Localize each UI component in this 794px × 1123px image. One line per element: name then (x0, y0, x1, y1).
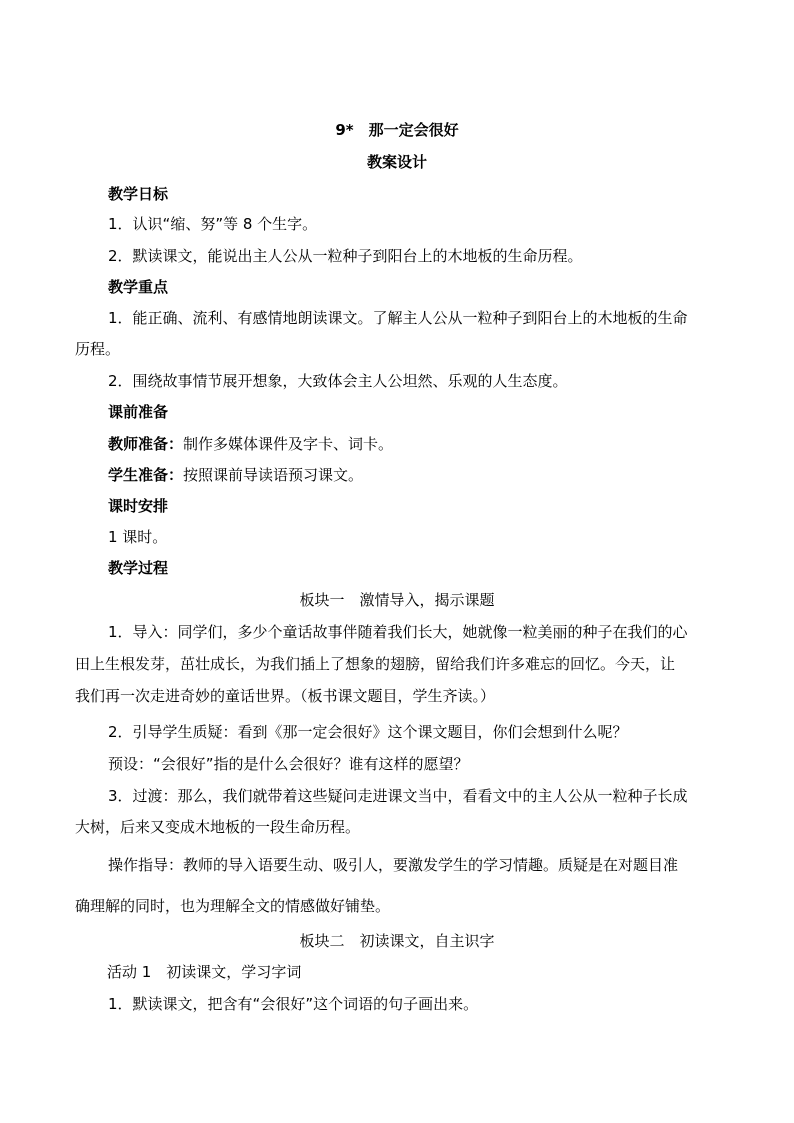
block-1-para-1-line-2: 田上生根发芽，茁壮成长，为我们插上了想象的翅膀，留给我们许多难忘的回忆。今天，让 (75, 655, 676, 673)
key-point-1-line-1: 1．能正确、流利、有感情地朗读课文。了解主人公从一粒种子到阳台上的木地板的生命 (108, 309, 688, 327)
student-preparation-label: 学生准备： (108, 466, 184, 484)
operation-guide-line-1: 操作指导：教师的导入语要生动、吸引人，要激发学生的学习情趣。质疑是在对题目准 (108, 856, 679, 874)
document-subtitle: 教案设计 (366, 153, 427, 171)
block-2-title: 板块二 初读课文，自主识字 (299, 932, 495, 950)
goal-item-1: 1．认识“缩、努”等 8 个生字。 (108, 215, 318, 233)
document-title: 9* 那一定会很好 (335, 121, 459, 139)
section-heading-schedule: 课时安排 (108, 497, 169, 515)
block-1-para-4-line-1: 3．过渡：那么，我们就带着这些疑问走进课文当中，看看文中的主人公从一粒种子长成 (108, 787, 688, 805)
section-heading-key-points: 教学重点 (108, 278, 169, 296)
activity-1-title: 活动 1 初读课文，学习字词 (107, 963, 302, 981)
block-1-para-4-line-2: 大树，后来又变成木地板的一段生命历程。 (75, 818, 361, 836)
block-2-para-1: 1．默读课文，把含有“会很好”这个词语的句子画出来。 (108, 995, 479, 1013)
section-heading-goals: 教学日标 (108, 185, 169, 203)
teacher-preparation-text: 制作多媒体课件及字卡、词卡。 (183, 435, 394, 453)
section-heading-process: 教学过程 (108, 559, 169, 577)
key-point-2: 2．围绕故事情节展开想象，大致体会主人公坦然、乐观的人生态度。 (108, 372, 568, 390)
section-heading-preparation: 课前准备 (108, 403, 169, 421)
block-1-para-1-line-3: 我们再一次走进奇妙的童话世界。（板书课文题目，学生齐读。） (75, 687, 496, 705)
block-1-para-1-line-1: 1．导入：同学们，多少个童话故事伴随着我们长大，她就像一粒美丽的种子在我们的心 (108, 623, 688, 641)
goal-item-2: 2．默读课文，能说出主人公从一粒种子到阳台上的木地板的生命历程。 (108, 247, 583, 265)
teacher-preparation-label: 教师准备： (108, 435, 184, 453)
schedule-text: 1 课时。 (108, 528, 168, 546)
student-preparation (108, 465, 363, 485)
student-preparation-text: 按照课前导读语预习课文。 (183, 466, 364, 484)
block-1-para-2: 2．引导学生质疑：看到《那一定会很好》这个课文题目，你们会想到什么呢？ (108, 723, 628, 741)
teacher-preparation (108, 434, 393, 454)
block-1-para-3: 预设：“会很好”指的是什么会很好？谁有这样的愿望？ (108, 755, 469, 773)
key-point-1-line-2: 历程。 (75, 340, 121, 358)
block-1-title: 板块一 激情导入，揭示课题 (299, 591, 495, 609)
operation-guide-line-2: 确理解的同时，也为理解全文的情感做好铺垫。 (75, 897, 391, 915)
